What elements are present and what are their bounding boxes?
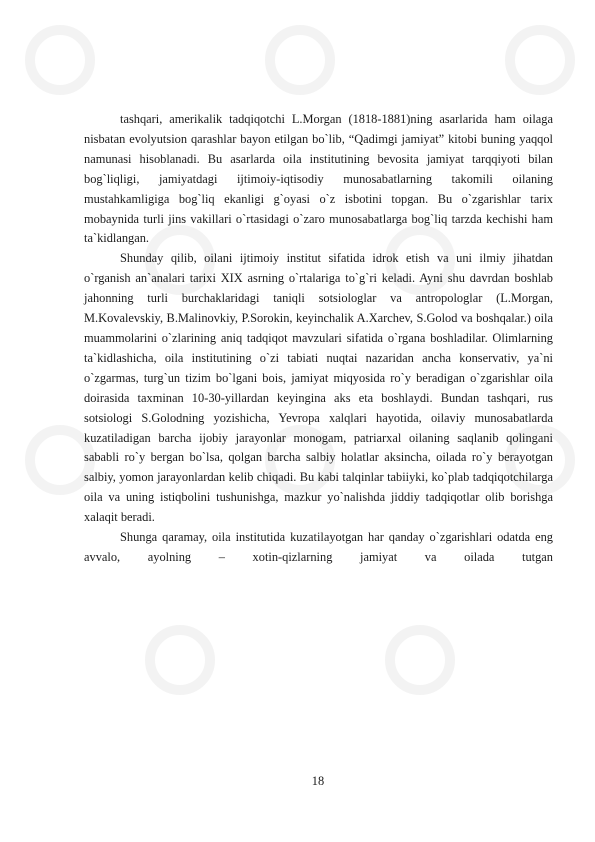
paragraph-3: Shunga qaramay, oila institutida kuzatilayotgan har qanday o`zgarishlari odatda eng avvalo, ayolning – xotin-qizlarning jamiyat va oilada tutgan: [84, 530, 553, 564]
body-text: [84, 110, 553, 568]
paragraph-1: tashqari, amerikalik tadqiqotchi L.Morgan (1818-1881)ning asarlarida ham oilaga nisbatan evolyutsion qarashlar bayon etilgan bo`lib, “Qadimgi jamiyat” kitobi buning yaqqol namunasi hisoblanadi. Bu asarlarda oila institutining bevosita jamiyat tarqqiyoti bilan bog`liqligi, jamiyatdagi ijtimoiy-iqtisodiy munosabatlarning takomili oilaning mustahkamligiga bog`liq ekanligi g`oyasi o`z isbotini topgan. Bu o`zgarishlar tarix mobaynida turli jins vakillari o`rtasidagi o`zaro munosabatlarga bog`liq tarzda kechishi ham ta`kidlangan.: [84, 112, 553, 246]
paragraph-2: Shunday qilib, oilani ijtimoiy institut sifatida idrok etish va uni ilmiy jihatdan o`rganish an`analari tarixi XIX asrning o`rtalariga to`g`ri keladi. Ayni shu davrdan boshlab jahonning turli burchaklaridagi taniqli sotsiologlar va antropologlar (L.Morgan, M.Kovalevskiy, B.Malinovkiy, P.Sorokin, keyinchalik A.Xarchev, S.Golod va boshqalar.) oila muammolarini o`zlarining aniq tadqiqot mavzulari sifatida o`rgana boshladilar. Olimlarning ta`kidlashicha, oila institutining o`zi tabiati nuqtai nazaridan ancha konservativ, ya`ni o`zgarmas, turg`un tizim bo`lgani bois, jamiyat miqyosida ro`y beradigan o`zgarishlar oila doirasida taxminan 10-30-yillardan keyingina aks eta boshlaydi. Bundan tashqari, rus sotsiologi S.Golodning yozishicha, Yevropa xalqlari hayotida, oilaviy munosabatlarda kuzatiladigan barcha ijobiy jarayonlar monogam, patriarxal oilaning saqlanib qolingani sababli ro`y bergan bo`lsa, qolgan barcha salbiy holatlar aksincha, oilada ro`y berayotgan salbiy, yomon jarayonlardan kelib chiqadi. Bu kabi talqinlar tabiiyki, ko`plab tadqiqotchilarga oila va uning istiqbolini tushunishga, mazkur yo`nalishda jiddiy tadqiqotlar olib borishga xalaqit beradi.: [84, 251, 553, 525]
page-number: 18: [311, 774, 325, 788]
